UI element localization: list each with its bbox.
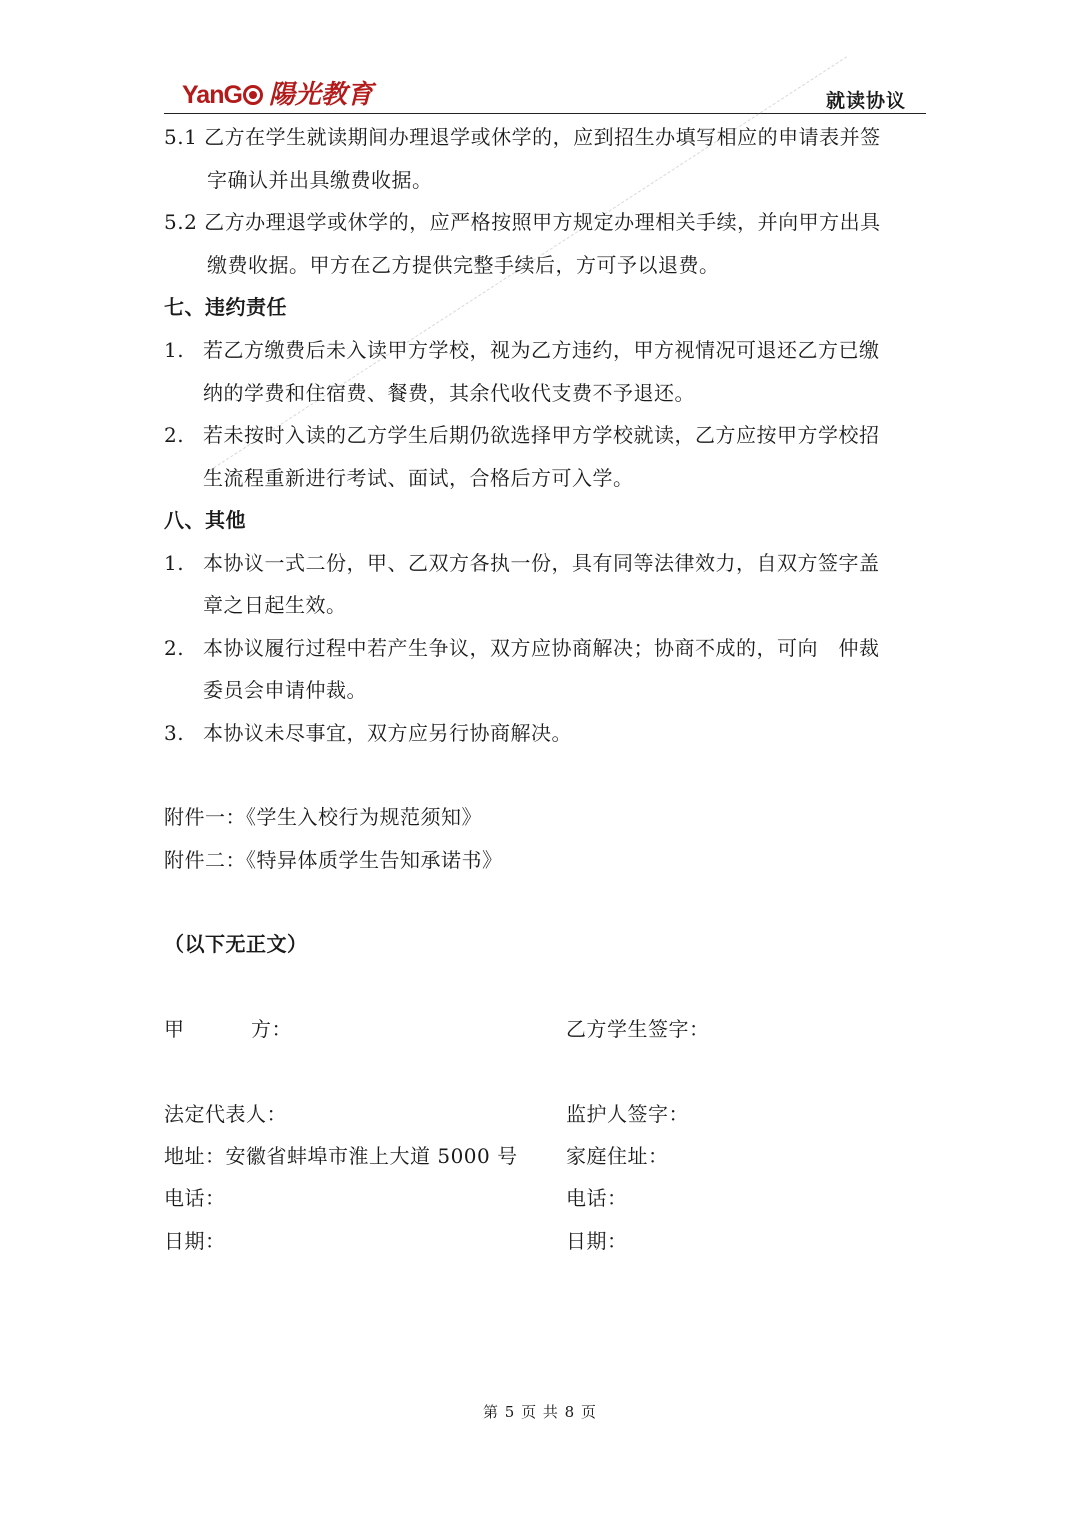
party-b-home-address-label: 家庭住址： — [566, 1144, 669, 1168]
party-a-phone-label: 电话： — [164, 1186, 226, 1210]
clause-7-1-line-1: 若乙方缴费后未入读甲方学校，视为乙方违约，甲方视情况可退还乙方已缴 — [203, 338, 880, 362]
clause-5-2-line-2: 缴费收据。甲方在乙方提供完整手续后，方可予以退费。 — [207, 253, 720, 277]
party-b-date-label: 日期： — [566, 1229, 628, 1253]
section-7-heading: 七、违约责任 — [164, 295, 287, 319]
party-a-label-colon: 方： — [251, 1017, 292, 1041]
clause-5-1-line-1: 5.1 乙方在学生就读期间办理退学或休学的，应到招生办填写相应的申请表并签 — [164, 125, 881, 149]
clause-5-1-line-2: 字确认并出具缴费收据。 — [207, 168, 433, 192]
document-title: 就读协议 — [825, 90, 906, 112]
legal-representative-label: 法定代表人： — [164, 1102, 287, 1126]
clause-8-2-number: 2. — [164, 636, 185, 660]
clause-8-1-number: 1. — [164, 551, 185, 575]
clause-8-3-line-1: 本协议未尽事宜，双方应另行协商解决。 — [203, 721, 572, 745]
party-a-label-char: 甲 — [164, 1017, 185, 1041]
clause-7-2-line-2: 生流程重新进行考试、面试，合格后方可入学。 — [203, 466, 634, 490]
page-number: 第 5 页 共 8 页 — [483, 1403, 597, 1421]
clause-5-2-line-1: 5.2 乙方办理退学或休学的，应严格按照甲方规定办理相关手续，并向甲方出具 — [164, 210, 881, 234]
clause-8-3-number: 3. — [164, 721, 185, 745]
header-rule — [164, 113, 926, 114]
logo-cjk-text: 陽光教育 — [268, 80, 373, 110]
party-a-address: 地址：安徽省蚌埠市淮上大道 5000 号 — [164, 1144, 518, 1168]
section-8-heading: 八、其他 — [164, 508, 246, 532]
guardian-signature-label: 监护人签字： — [566, 1102, 689, 1126]
clause-7-2-line-1: 若未按时入读的乙方学生后期仍欲选择甲方学校就读，乙方应按甲方学校招 — [203, 423, 880, 447]
party-b-phone-label: 电话： — [566, 1186, 628, 1210]
clause-7-1-line-2: 纳的学费和住宿费、餐费，其余代收代支费不予退还。 — [203, 381, 695, 405]
clause-8-2-line-2: 委员会申请仲裁。 — [203, 678, 367, 702]
clause-8-1-line-2: 章之日起生效。 — [203, 593, 347, 617]
annex-1: 附件一：《学生入校行为规范须知》 — [164, 805, 482, 829]
yango-logo — [182, 76, 373, 110]
party-a-date-label: 日期： — [164, 1229, 226, 1253]
clause-7-1-number: 1. — [164, 338, 185, 362]
party-b-student-signature-label: 乙方学生签字： — [566, 1017, 710, 1041]
logo-globe-icon — [243, 85, 263, 105]
no-text-below-note: （以下无正文） — [164, 932, 308, 956]
annex-2: 附件二：《特异体质学生告知承诺书》 — [164, 848, 503, 872]
clause-7-2-number: 2. — [164, 423, 185, 447]
clause-8-1-line-1: 本协议一式二份，甲、乙双方各执一份，具有同等法律效力，自双方签字盖 — [203, 551, 880, 575]
logo-latin-text: YanG — [182, 81, 242, 109]
clause-8-2-line-1: 本协议履行过程中若产生争议，双方应协商解决；协商不成的，可向 仲裁 — [203, 636, 880, 660]
